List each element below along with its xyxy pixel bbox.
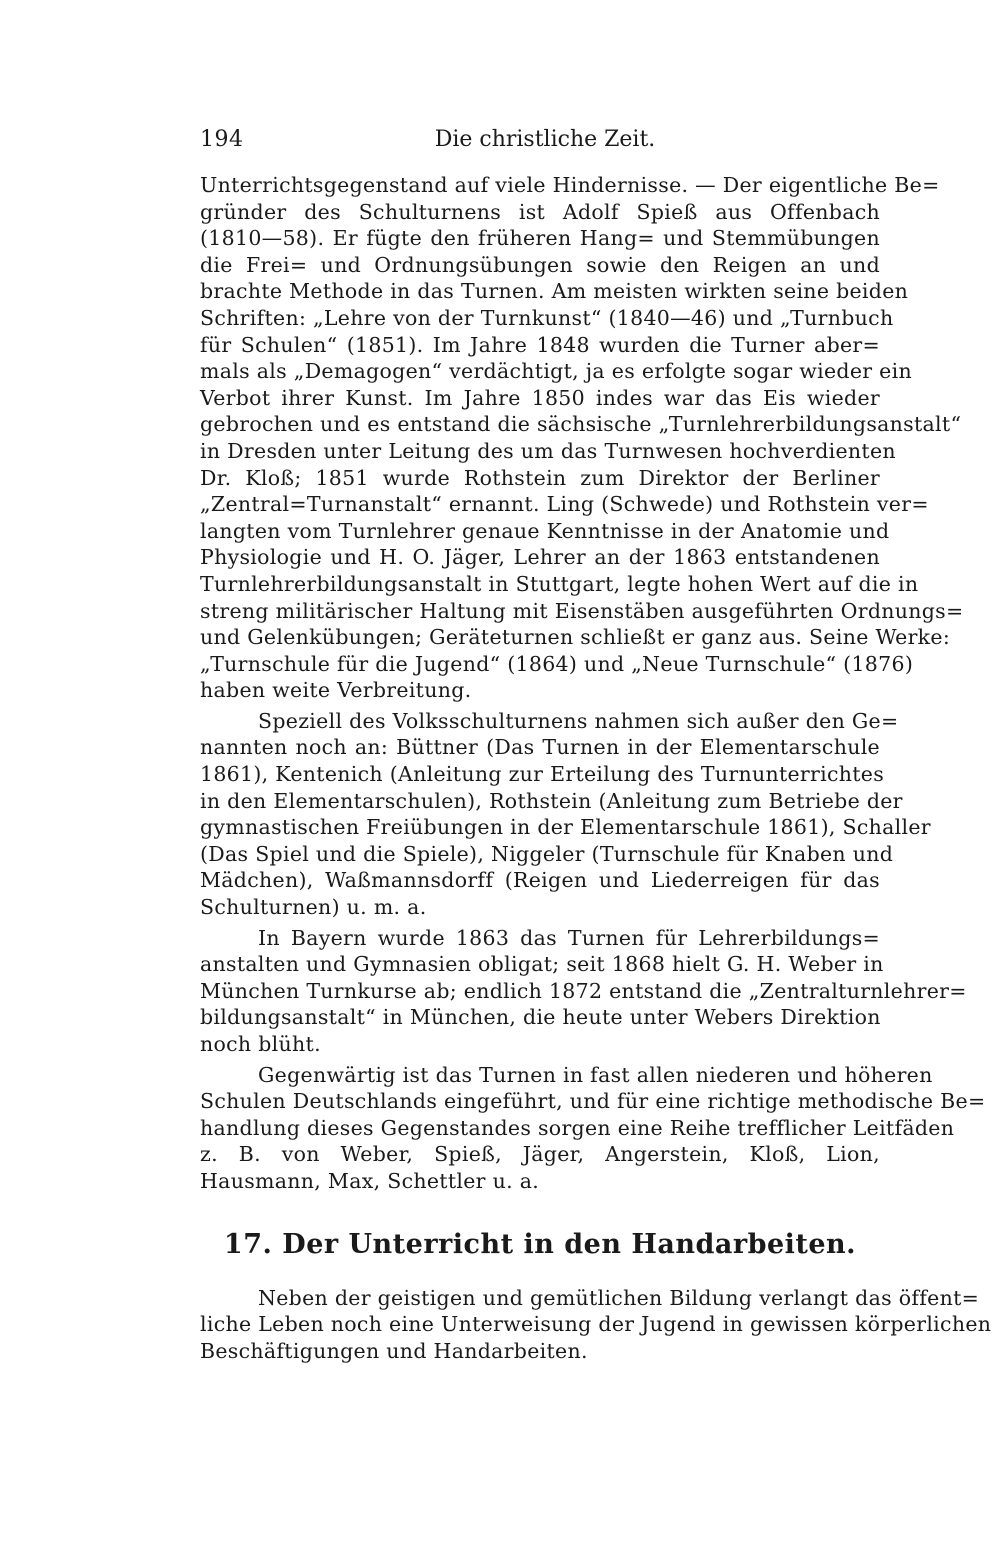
section-heading: 17. Der Unterricht in den Handarbeiten. [223,1228,857,1260]
text-line: München Turnkurse ab; endlich 1872 entstand die „Zentralturnlehrer= [200,978,967,1003]
text-line: Hausmann, Max, Schettler u. a. [200,1168,540,1193]
text-line: Dr. Kloß; 1851 wurde Rothstein zum Direktor der Berliner [200,465,880,490]
text-line: liche Leben noch eine Unterweisung der Jugend in gewissen körperlichen [200,1312,992,1337]
text-line: Turnlehrerbildungsanstalt in Stuttgart, legte hohen Wert auf die in [200,571,919,596]
text-line: in Dresden unter Leitung des um das Turnwesen hochverdienten [200,438,896,463]
text-line: Schulturnen) u. m. a. [200,895,427,920]
text-line: z. B. von Weber, Spieß, Jäger, Angerstein, Kloß, Lion, [200,1142,880,1167]
text-line: brachte Methode in das Turnen. Am meisten wirkten seine beiden [200,279,909,304]
main-paragraphs [200,172,986,1195]
text-line: bildungsanstalt“ in München, die heute unter Webers Direktion [200,1005,881,1030]
text-line: und Gelenkübungen; Geräteturnen schließt er ganz aus. Seine Werke: [200,625,951,650]
text-line: In Bayern wurde 1863 das Turnen für Lehrerbildungs= [258,925,880,950]
text-line: Unterrichtsgegenstand auf viele Hindernisse. — Der eigentliche Be= [200,173,940,197]
text-line: Beschäftigungen und Handarbeiten. [200,1338,588,1363]
text-line: streng militärischer Haltung mit Eisenstäben ausgeführten Ordnungs= [200,598,964,623]
text-line: Mädchen), Waßmannsdorff (Reigen und Liederreigen für das [200,868,880,893]
text-line: Schulen Deutschlands eingeführt, und für eine richtige methodische Be= [200,1089,986,1114]
text-line: haben weite Verbreitung. [200,678,472,703]
text-line: (Das Spiel und die Spiele), Niggeler (Turnschule für Knaben und [200,841,894,866]
text-line: Verbot ihrer Kunst. Im Jahre 1850 indes war das Eis wieder [200,385,880,410]
running-head: Die christliche Zeit. [434,127,656,152]
text-line: in den Elementarschulen), Rothstein (Anleitung zum Betriebe der [200,788,903,813]
text-line: (1810—58). Er fügte den früheren Hang= und Stemmübungen [200,226,880,251]
text-line: „Turnschule für die Jugend“ (1864) und „Neue Turnschule“ (1876) [200,651,914,676]
section-paragraph [200,1285,992,1365]
text-line: die Frei= und Ordnungsübungen sowie den Reigen an und [200,252,880,277]
text-line: gebrochen und es entstand die sächsische „Turnlehrerbildungsanstalt“ [200,412,962,437]
text-line: mals als „Demagogen“ verdächtigt, ja es erfolgte sogar wieder ein [200,359,912,384]
body-text [200,172,992,1364]
text-line: für Schulen“ (1851). Im Jahre 1848 wurden die Turner aber= [200,332,880,357]
page-header [200,122,880,158]
text-line: nannten noch an: Büttner (Das Turnen in der Elementarschule [200,735,880,760]
text-line: Neben der geistigen und gemütlichen Bildung verlangt das öffent= [258,1285,980,1310]
text-line: „Zentral=Turnanstalt“ ernannt. Ling (Schwede) und Rothstein ver= [200,492,929,517]
text-line: noch blüht. [200,1032,321,1056]
text-line: 1861), Kentenich (Anleitung zur Erteilung des Turnunterrichtes [200,762,885,787]
text-line: Speziell des Volksschulturnens nahmen sich außer den Ge= [258,708,899,733]
text-line: Gegenwärtig ist das Turnen in fast allen niederen und höheren [258,1062,933,1087]
text-line: langten vom Turnlehrer genaue Kenntnisse in der Anatomie und [200,518,890,543]
text-line: gründer des Schulturnens ist Adolf Spieß aus Offenbach [200,199,880,224]
text-line: anstalten und Gymnasien obligat; seit 1868 hielt G. H. Weber in [200,952,884,977]
text-line: Physiologie und H. O. Jäger, Lehrer an der 1863 entstandenen [200,545,880,570]
page-number: 194 [200,127,244,152]
text-line: gymnastischen Freiübungen in der Elementarschule 1861), Schaller [200,815,931,840]
text-line: handlung dieses Gegenstandes sorgen eine Reihe trefflicher Leitfäden [200,1115,955,1140]
text-line: Schriften: „Lehre von der Turnkunst“ (1840—46) und „Turnbuch [200,305,894,330]
